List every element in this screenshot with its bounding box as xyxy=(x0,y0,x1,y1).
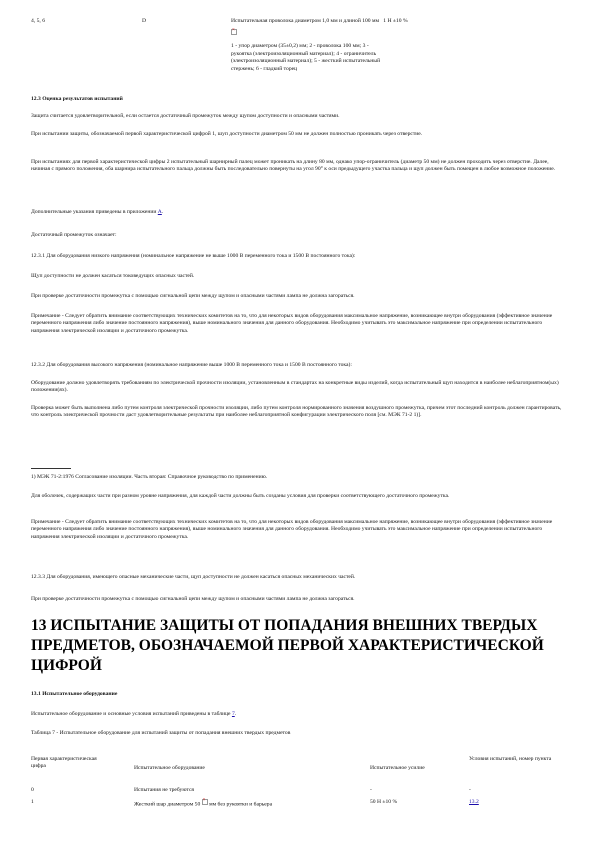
table-cell-force: - xyxy=(370,787,372,793)
paragraph: Оборудование должно удовлетворять требованиям по электрической прочности изоляции, установленным в стандартах на конкретные виды изделий, когда испытательный щуп находится в наиболее неблагоприятном(ых) положении(ях). xyxy=(31,380,559,394)
equipment-text: мм без рукоятки и барьера xyxy=(209,801,273,808)
table-header-equipment: Испытательное оборудование xyxy=(134,765,205,771)
table-cell-equipment xyxy=(231,18,561,25)
footnote: 1) МЭК 71-2:1976 Согласование изоляции. Часть вторая: Справочное руководство по применению. xyxy=(31,474,268,480)
paragraph: При испытании защиты, обозначаемой первой характеристической цифрой 1, шуп доступности диаметром 50 мм не должен полностью проникать через отверстие. xyxy=(31,131,423,137)
equipment-text: Испытательная проволока диаметром 1,0 мм и длиной 100 мм xyxy=(231,18,380,24)
table-cell-digits: 4, 5, 6 xyxy=(31,18,45,24)
clause-12-3-3: 12.3.3 Для оборудования, имеющего опасные механические части, щуп доступности не должен касаться опасных механических частей. xyxy=(31,574,356,580)
paragraph: При проверке достаточности промежутка с помощью сигнальной цепи между щупом и опасными частями лампа не должна загораться. xyxy=(31,596,355,602)
table-header-digit: Первая характеристическая цифра xyxy=(31,756,97,770)
paragraph: Защита считается удовлетворительной, если остается достаточный промежуток между щупом доступности и опасными частями. xyxy=(31,113,340,119)
clause-12-3-1: 12.3.1 Для оборудования низкого напряжения (номинальное напряжение не выше 1000 В переменного тока и 1500 В постоянного тока): xyxy=(31,253,356,259)
force-text: 1 Н ±10 % xyxy=(383,18,408,24)
paragraph-text: Дополнительные указания приведены в приложении xyxy=(31,209,158,215)
table-cell-equipment xyxy=(134,801,272,809)
paragraph: Щуп доступности не должен касаться токоведущих опасных частей. xyxy=(31,273,195,279)
note: Примечание - Следует обратить внимание соответствующих технических комитетов на то, что для некоторых видов оборудования максимальное напряжение, возникающее внутри оборудования (эффективное значение переменного напряжения либо значение постоянного напряжения), выше номинального значения для данного оборудования. Необходимо учитывать это максимальное напряжение при определении испытательного напряжения электрической изоляции и достаточного промежутка. xyxy=(31,313,553,334)
figure-caption: 1 - упор диаметром (35±0,2) мм; 2 - проволока 100 мм; 3 - рукоятка (электроизоляционный материал); 4 - ограничитель (электроизоляционный материал); 5 - жесткий испытательный стержень; 6 - гладкий торец xyxy=(231,43,381,72)
section-heading-13: 13 ИСПЫТАНИЕ ЗАЩИТЫ ОТ ПОПАДАНИЯ ВНЕШНИХ ТВЕРДЫХ ПРЕДМЕТОВ, ОБОЗНАЧАЕМОЙ ПЕРВОЙ ХАРАКТЕРИСТИЧЕСКОЙ ЦИФРОЙ xyxy=(31,617,544,675)
table-cell-digit: 1 xyxy=(31,799,34,805)
paragraph: При испытаниях для первой характеристической цифры 2 испытательный шарнирный палец может проникать на длину 80 мм, однако упор-ограничитель (диаметр 50 мм) не должен проходить через отверстие. Далее, начиная с прямого положения, оба шарнира испытательного пальца должны быть последовательно повернуты на угол 90° к оси предыдущего участка пальца и щуп должен быть помещен в любое возможное положение. xyxy=(31,159,556,173)
table-cell-letter: D xyxy=(142,18,147,24)
clause-link-text[interactable]: 13.2 xyxy=(469,799,479,805)
clause-13-2-link[interactable] xyxy=(469,799,479,806)
table-cell-equipment: Испытания не требуются xyxy=(134,787,194,793)
table-header-force: Испытательное усилие xyxy=(370,765,425,771)
table-row-probe-d xyxy=(31,18,571,88)
paragraph xyxy=(31,711,565,718)
paragraph-text: Испытательное оборудование и основные условия испытаний приведены в таблице xyxy=(31,711,232,717)
section-title-13-1: 13.1 Испытательное оборудование xyxy=(31,691,118,697)
table-cell-clause: - xyxy=(469,787,471,793)
note: Примечание - Следует обратить внимание соответствующих технических комитетов на то, что для некоторых видов оборудования максимальное напряжение, возникающее внутри оборудования (эффективное значение переменного напряжения либо значение постоянного напряжения), выше номинального значения для данного оборудования. Необходимо учитывать это максимальное напряжение при определении испытательного напряжения электрической изоляции и достаточного промежутка. xyxy=(31,519,553,540)
table-caption: Таблица 7 - Испытательное оборудование для испытаний защиты от попадания внешних твердых предметов xyxy=(31,730,291,736)
broken-image-icon xyxy=(231,29,237,35)
table-7-link[interactable]: 7 xyxy=(231,711,235,717)
paragraph: Проверка может быть выполнена либо путем контроля электрической прочности изоляции, либо путем контроля нормированного значения воздушного промежутка, причем этот последний контроль должен гарантировать, что контроль электрической прочности даст удовлетворительные результаты при наиболее неблагоприятной конфигурации электрического поля [см. МЭК 71-2 1)]. xyxy=(31,405,562,419)
broken-image-icon xyxy=(202,799,208,805)
equipment-text: Жесткий шар диаметром 50 xyxy=(134,801,201,808)
footnote-divider xyxy=(31,468,71,469)
appendix-a-link[interactable]: А xyxy=(157,209,162,215)
table-cell-force: 50 Н ±10 % xyxy=(370,799,398,805)
paragraph: Достаточный промежуток означает: xyxy=(31,232,117,238)
paragraph: Для оболочек, содержащих части при разном уровне напряжения, для каждой части должны быть созданы условия для проверки соответствующего достаточного промежутка. xyxy=(31,493,450,499)
section-title-12-3: 12.3 Оценка результатов испытаний xyxy=(31,96,123,102)
table-cell-digit: 0 xyxy=(31,787,34,793)
table-header-clause: Условия испытаний, номер пункта xyxy=(469,756,552,762)
paragraph-text: . xyxy=(161,209,164,215)
paragraph: При проверке достаточности промежутка с помощью сигнальной цепи между щупом и опасными частями лампа не должна загораться. xyxy=(31,293,355,299)
paragraph xyxy=(31,209,565,216)
paragraph-text: . xyxy=(234,711,237,717)
clause-12-3-2: 12.3.2 Для оборудования высокого напряжения (номинальное напряжение выше 1000 В переменного тока и 1500 В постоянного тока): xyxy=(31,362,352,368)
